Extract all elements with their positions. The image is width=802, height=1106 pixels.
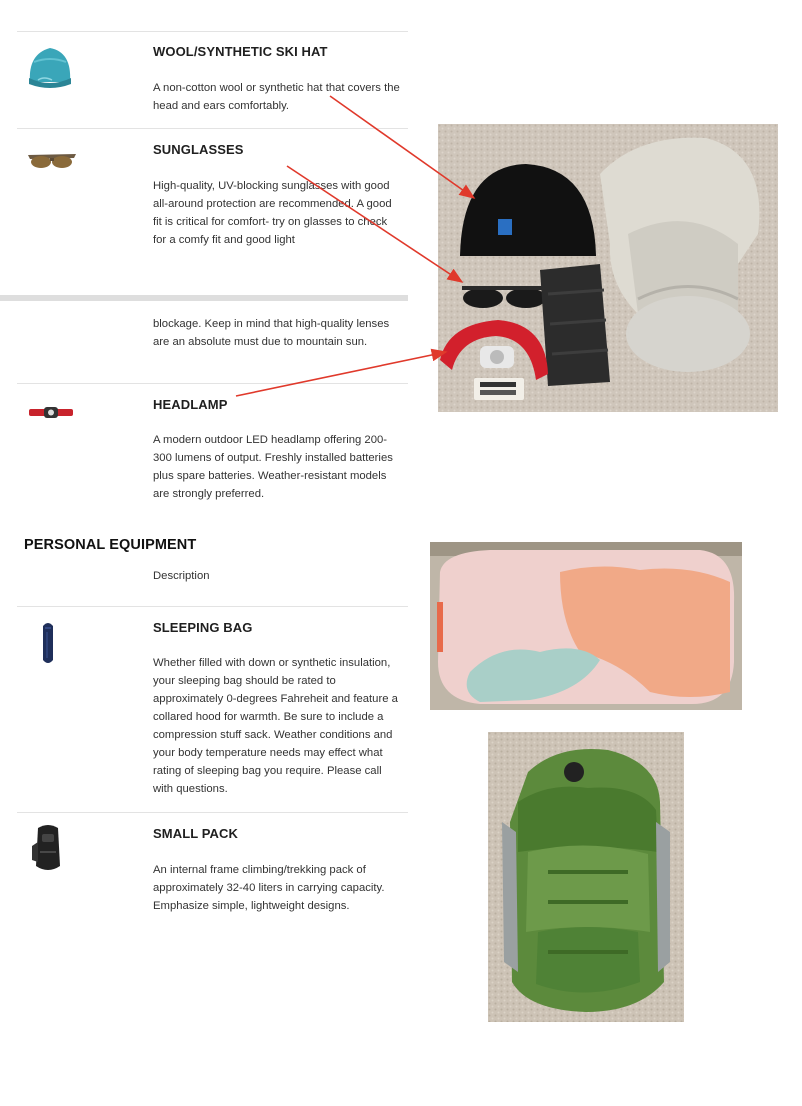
item-title: HEADLAMP	[153, 397, 228, 412]
item-description: A modern outdoor LED headlamp offering 200-300 lumens of output. Freshly installed batteries plus spare batteries. Weather-resistant models are strongly preferred.	[153, 434, 393, 500]
item-description: Whether filled with down or synthetic insulation, your sleeping bag should be rated to approximately 0-degrees Fahreheit and feature a collared hood for warmth. Be sure to include a compression stuff sack. Weather conditions and your body temperature needs may effect what rating of sleeping bag you require. Please call with questions.	[153, 657, 398, 795]
item-description-continued: blockage. Keep in mind that high-quality lenses are an absolute must due to mountain sun.	[153, 318, 390, 348]
item-title: SUNGLASSES	[153, 142, 244, 157]
arrow-headlamp	[236, 352, 446, 396]
item-title: WOOL/SYNTHETIC SKI HAT	[153, 44, 328, 59]
item-description: A non-cotton wool or synthetic hat that covers the head and ears comfortably.	[153, 82, 400, 112]
arrow-ski-hat	[330, 96, 474, 198]
section-heading: PERSONAL EQUIPMENT	[24, 537, 197, 553]
arrow-sunglasses	[287, 166, 462, 282]
item-description: An internal frame climbing/trekking pack of approximately 32-40 liters in carrying capacity. Emphasize simple, lightweight designs.	[153, 864, 385, 912]
item-description: High-quality, UV-blocking sunglasses with good all-around protection are recommended. A good fit is critical for comfort- try on glasses to check for a comfy fit and good light	[153, 180, 392, 246]
item-title: SLEEPING BAG	[153, 620, 253, 635]
item-title: SMALL PACK	[153, 826, 239, 841]
column-label: Description	[153, 570, 210, 582]
